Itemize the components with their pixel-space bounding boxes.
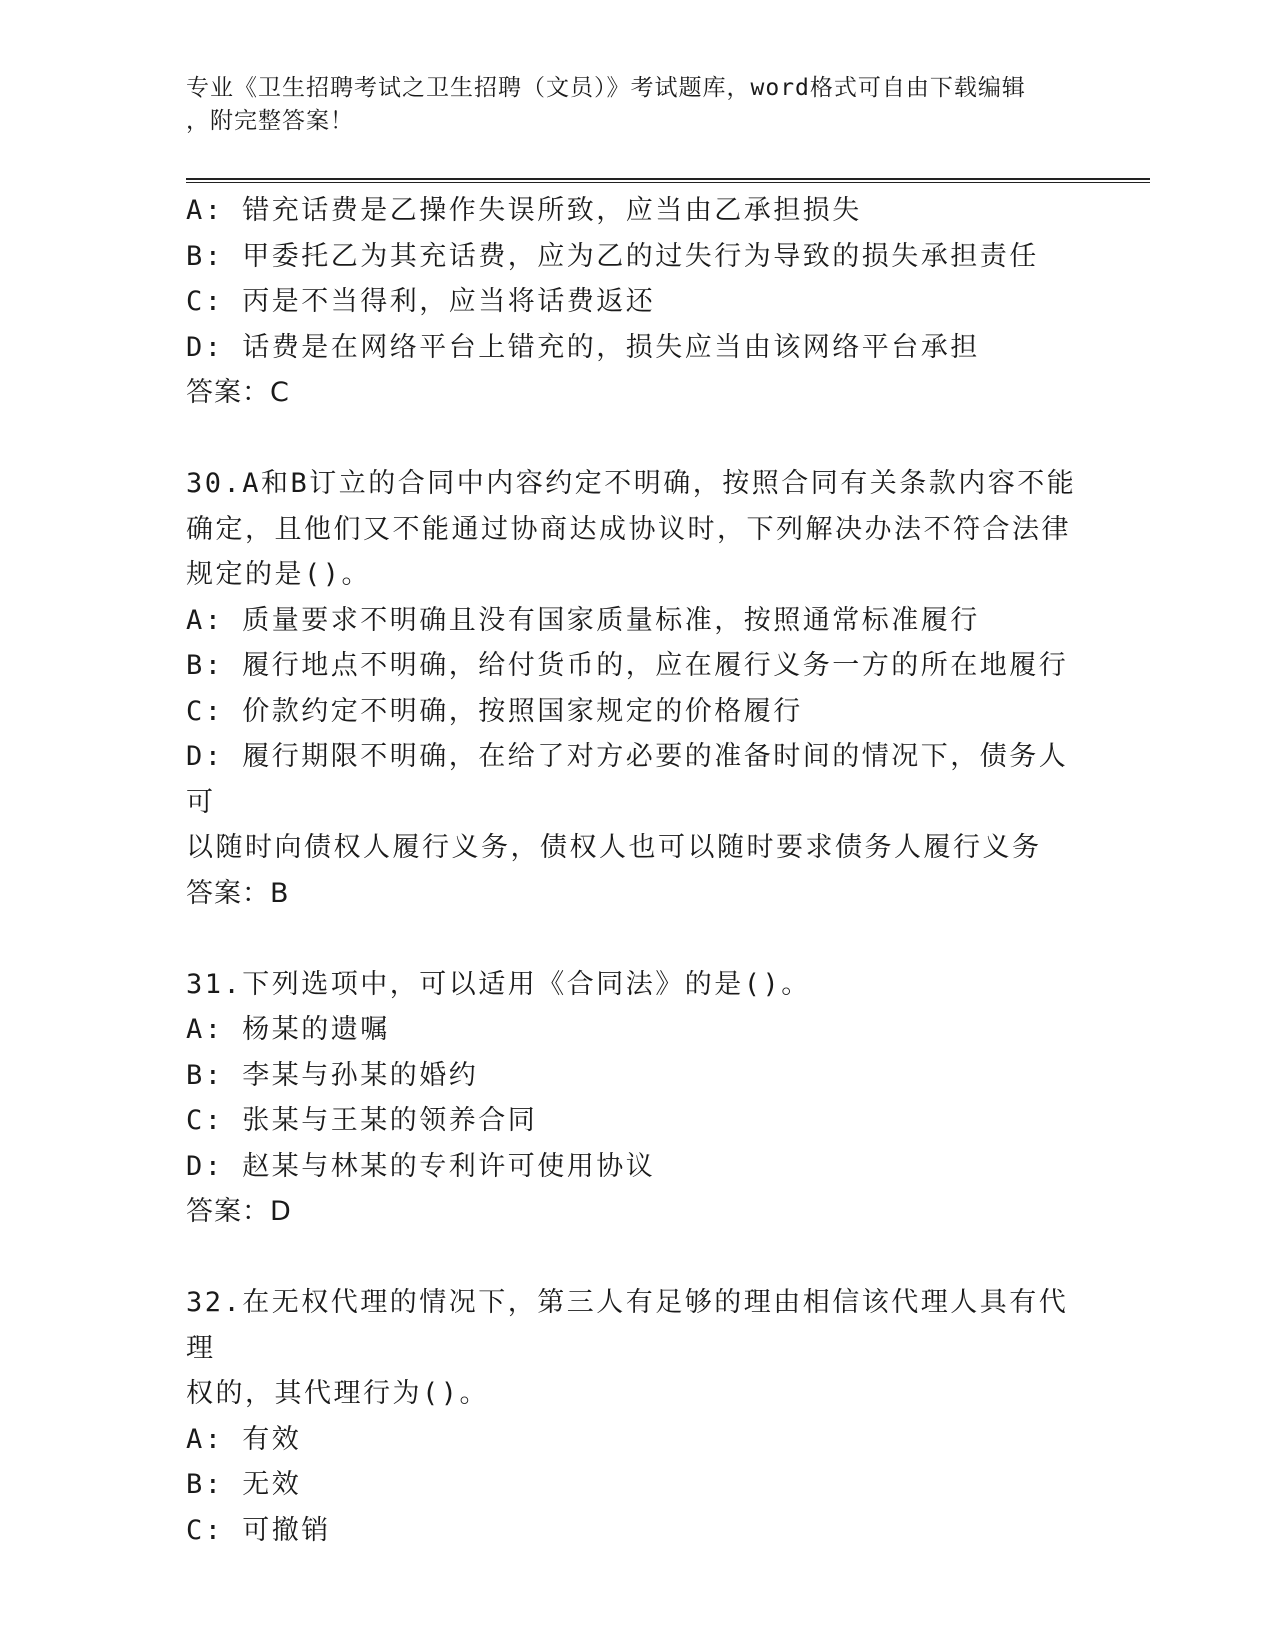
question-stem-line: 31.下列选项中，可以适用《合同法》的是()。 xyxy=(186,968,811,1000)
option-b: B: 无效 xyxy=(186,1469,302,1500)
option-b: B: 履行地点不明确，给付货币的，应在履行义务一方的所在地履行 xyxy=(186,650,1069,681)
answer-line: 答案：C xyxy=(186,377,290,408)
document-header xyxy=(186,72,1066,138)
header-divider-thick xyxy=(186,178,1150,180)
option-a: A: 杨某的遗嘱 xyxy=(186,1014,390,1045)
option-c: C: 可撤销 xyxy=(186,1514,331,1546)
question-31 xyxy=(186,962,1086,1235)
question-stem-line: 确定，且他们又不能通过协商达成协议时，下列解决办法不符合法律 xyxy=(186,513,1071,545)
option-d: D: 赵某与林某的专利许可使用协议 xyxy=(186,1150,656,1182)
option-c: C: 丙是不当得利，应当将话费返还 xyxy=(186,286,656,317)
option-c: C: 张某与王某的领养合同 xyxy=(186,1105,538,1136)
option-d: D: 话费是在网络平台上错充的，损失应当由该网络平台承担 xyxy=(186,331,980,363)
header-line-2: ，附完整答案！ xyxy=(186,108,354,134)
header-divider-thin xyxy=(186,182,1150,183)
option-a: A: 有效 xyxy=(186,1423,302,1455)
question-list xyxy=(186,188,1086,1553)
question-30 xyxy=(186,461,1086,916)
option-d-continued: 以随时向债权人履行义务，债权人也可以随时要求债务人履行义务 xyxy=(186,832,1042,863)
header-line-1: 专业《卫生招聘考试之卫生招聘（文员）》考试题库，word格式可自由下载编辑 xyxy=(186,75,1026,101)
option-a: A: 错充话费是乙操作失误所致，应当由乙承担损失 xyxy=(186,195,862,226)
answer-line: 答案：D xyxy=(186,1196,292,1227)
question-stem-line: 32.在无权代理的情况下，第三人有足够的理由相信该代理人具有代理 xyxy=(186,1287,1069,1364)
option-a: A: 质量要求不明确且没有国家质量标准，按照通常标准履行 xyxy=(186,604,980,636)
option-d: D: 履行期限不明确，在给了对方必要的准备时间的情况下，债务人可 xyxy=(186,741,1069,818)
question-stem-line: 规定的是()。 xyxy=(186,559,372,590)
option-c: C: 价款约定不明确，按照国家规定的价格履行 xyxy=(186,695,803,727)
question-stem-line: 30.A和B订立的合同中内容约定不明确，按照合同有关条款内容不能 xyxy=(186,468,1077,499)
answer-line: 答案：B xyxy=(186,877,290,909)
question-32 xyxy=(186,1280,1086,1553)
option-b: B: 甲委托乙为其充话费，应为乙的过失行为导致的损失承担责任 xyxy=(186,240,1039,272)
question-stem-line: 权的，其代理行为()。 xyxy=(186,1378,490,1409)
question-29 xyxy=(186,188,1086,416)
option-b: B: 李某与孙某的婚约 xyxy=(186,1059,479,1091)
